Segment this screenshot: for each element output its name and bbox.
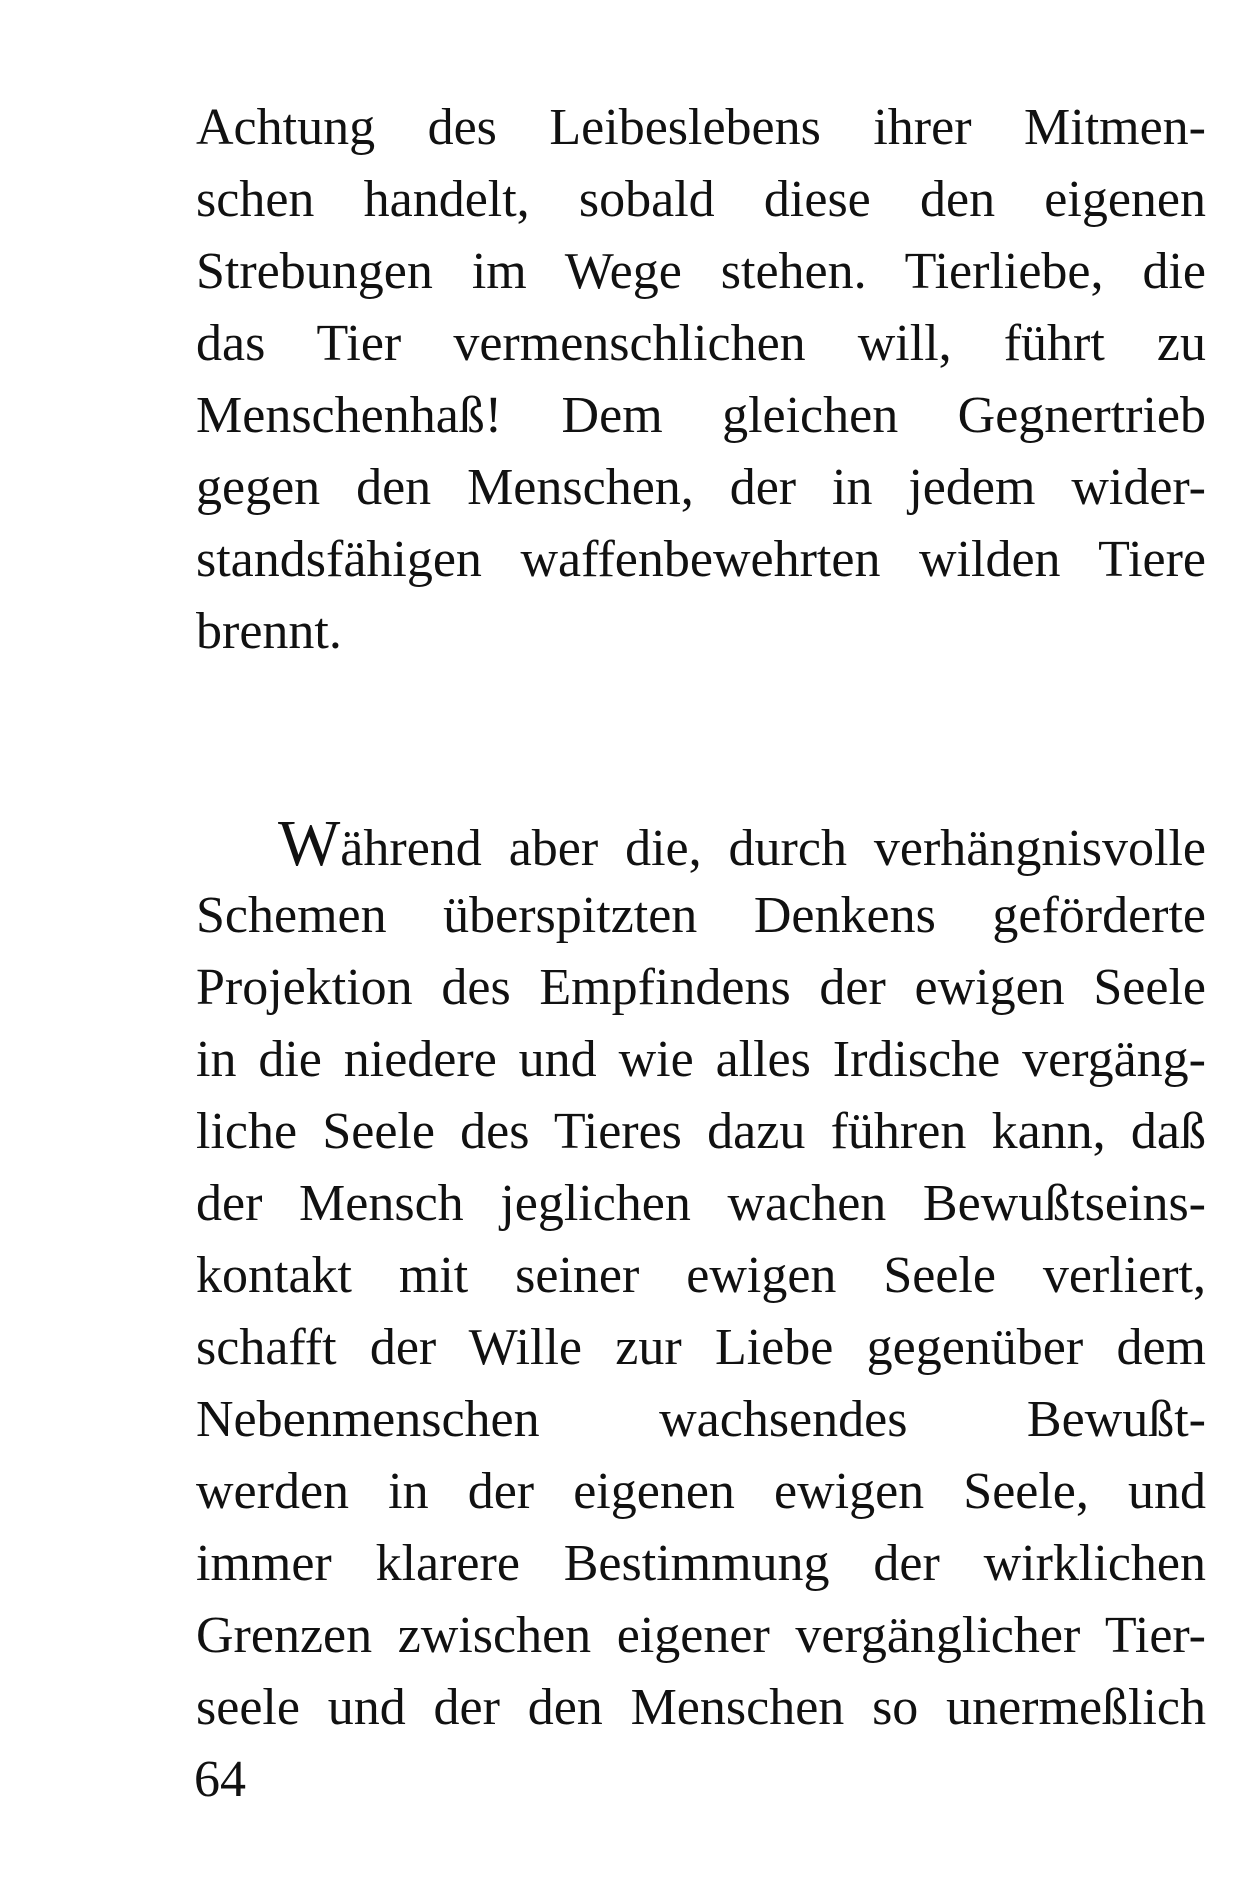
text-line: schafft der Wille zur Liebe gegenüber dem bbox=[196, 1319, 1206, 1376]
text-line: das Tier vermenschlichen will, führt zu bbox=[196, 315, 1206, 372]
text-line: Strebungen im Wege stehen. Tierliebe, die bbox=[196, 243, 1206, 300]
text-line: immer klarere Bestimmung der wirklichen bbox=[196, 1535, 1206, 1592]
text-line: in die niedere und wie alles Irdische vergäng- bbox=[196, 1031, 1206, 1088]
text-line: seele und der den Menschen so unermeßlich bbox=[196, 1679, 1206, 1736]
text-line: schen handelt, sobald diese den eigenen bbox=[196, 171, 1206, 228]
page-number: 64 bbox=[194, 1751, 246, 1808]
initial-letter: W bbox=[278, 807, 341, 880]
text-line: Menschenhaß! Dem gleichen Gegnertrieb bbox=[196, 387, 1206, 444]
first-line-text: ährend aber die, durch verhängnisvolle bbox=[340, 820, 1206, 877]
text-line: Projektion des Empfindens der ewigen Seele bbox=[196, 959, 1206, 1016]
text-line: gegen den Menschen, der in jedem wider- bbox=[196, 459, 1206, 516]
text-line: kontakt mit seiner ewigen Seele verliert, bbox=[196, 1247, 1206, 1304]
text-line: liche Seele des Tieres dazu führen kann, daß bbox=[196, 1103, 1206, 1160]
text-line: Achtung des Leibeslebens ihrer Mitmen- bbox=[196, 99, 1206, 156]
text-line: Nebenmenschen wachsendes Bewußt- bbox=[196, 1391, 1206, 1448]
text-line: Schemen überspitzten Denkens geförderte bbox=[196, 887, 1206, 944]
text-line: werden in der eigenen ewigen Seele, und bbox=[196, 1463, 1206, 1520]
text-line: der Mensch jeglichen wachen Bewußtseins- bbox=[196, 1175, 1206, 1232]
first-line bbox=[278, 808, 1206, 880]
text-line: Grenzen zwischen eigener vergänglicher Tier- bbox=[196, 1607, 1206, 1664]
text-line: brennt. bbox=[196, 603, 342, 660]
text-line: standsfähigen waffenbewehrten wilden Tiere bbox=[196, 531, 1206, 588]
